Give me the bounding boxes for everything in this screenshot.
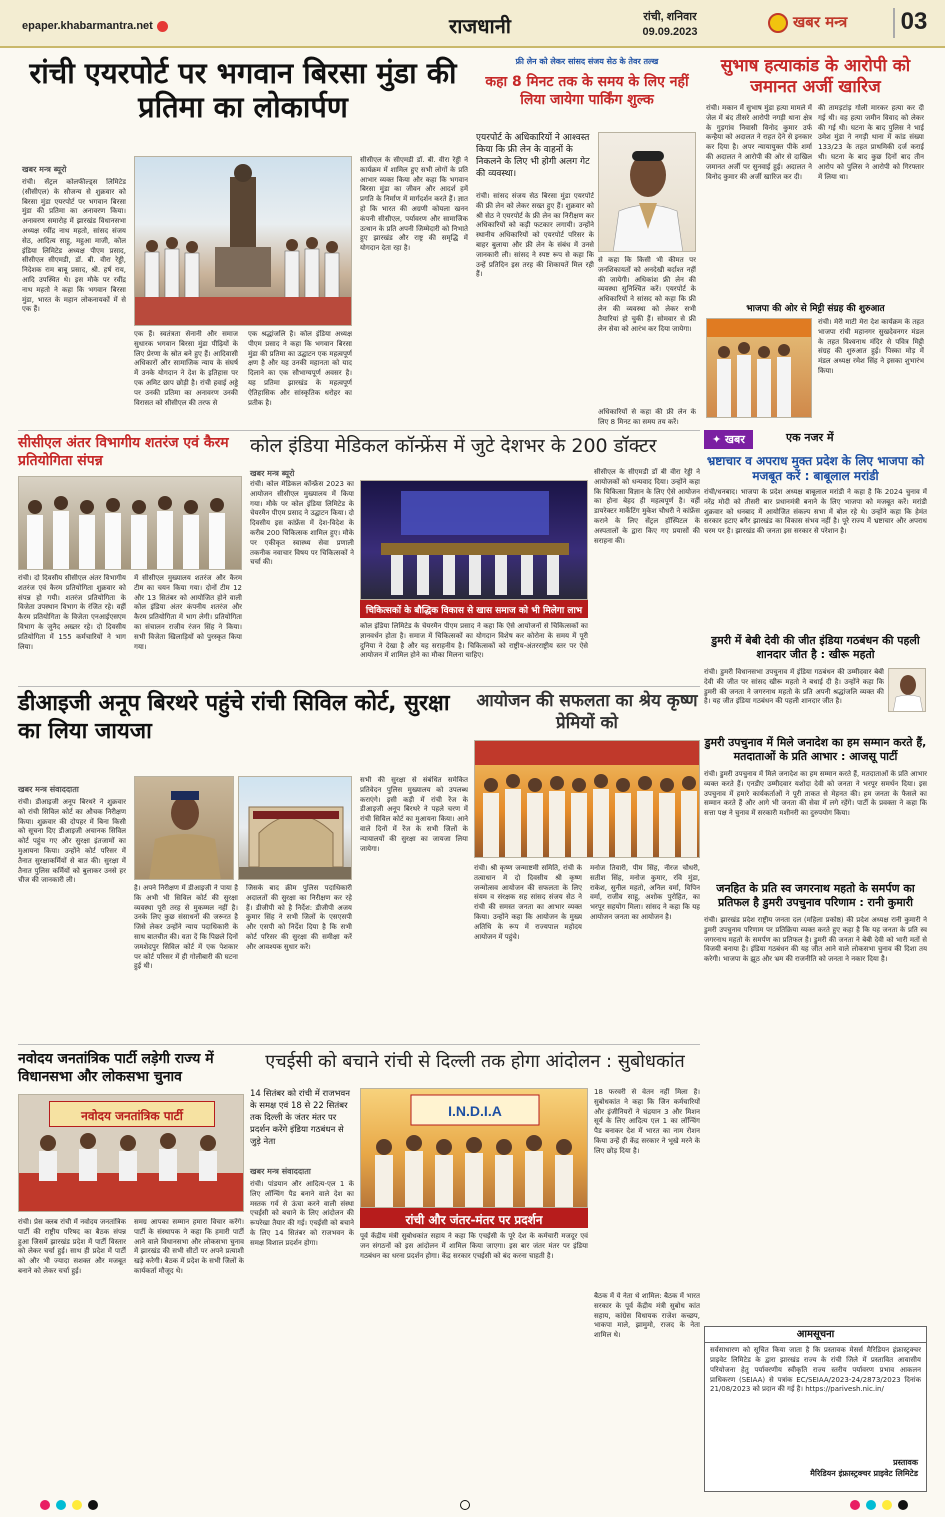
dateline: रांची, शनिवार 09.09.2023	[642, 11, 698, 38]
body-col-1: रांची। मकान मेंं सुभाष मुंडा हत्या मामले में जेल में बंद तीसरे आरोपी नगड़ी थाना क्षेत्र के गुड़गांव निवासी विनोद कुमार उर्फ कन्हैया को अदालत ने राहत देने से इनकार कर दिया है। अपर न्यायायुक्त पीके शर्मा की अदालत ने आरोपी की ओर से दाखिल जमानत अर्जी पर सुनवाई हुई। अदालत ने विनोद कुमार की अर्जी खारिज कर दी।	[706, 104, 812, 181]
body-col-3: रांची। मेरी माटी मेरा देश कार्यक्रम के तहत भाजपा रांची महानगर सुखदेवनगर मंडल के तहत विश्वनाथ मंदिर से पवित्र मिट्टी संग्रह की शुरुआत हुई। पिस्का मोड़ में मंडल अध्यक्ष रमेश सिंह ने इसका शुभारंभ किया।	[818, 318, 924, 375]
article-dig-civil-court	[18, 690, 468, 1042]
registration-mark	[72, 1500, 82, 1510]
headline: डीआइजी अनूप बिरथरे पहुंचे रांची सिविल कोर्ट, सुरक्षा का लिया जायजा	[18, 691, 450, 744]
body-col-2: की तामड़टांड़ गोली मारकर हत्या कर दी गई थी। वह हत्या जमीन विवाद को लेकर की गई थी। घटना के बाद पुलिस ने भाई उमेश मुंडा ने नगड़ी थाना में कांड संख्या 133/23 के तहत प्राथमिकी दर्ज कराई थी। घटना के बाद कुछ दिनों बाद तीन आरोप को पुलिस ने आरोपी को गिरफ्तार में लिया था।	[818, 104, 924, 181]
print-footer	[0, 1496, 945, 1517]
body-dumri-win: रांची। डुमरी विधानसभा उपचुनाव में इंडिया गठबंधन की उम्मीदवार बेबी देवी की जीत पर सांसद खीरू महतो ने बधाई दी है। उन्होंने कहा कि डुमरी की जनता ने जगरनाथ महतो के प्रति अपनी श्रद्धांजलि व्यक्त की है। यह जीत इंडिया गठबंधन की पहली शानदार जीत है।	[704, 668, 884, 706]
statue-photo	[134, 156, 352, 326]
body-col-2: से कहा कि किसी भी कीमत पर जनशिकायतों को अनदेखी बर्दाश्त नहीं की जायेगी। अधिकांश फ्री लेन की व्यवस्था सुनिश्चित करें। एयरपोर्ट के अधिकारियों ने सांसद को कहा कि फ्री लेन की व्यवस्था को लेकर सभी तैयारियां हो चुकी हैं। सोमवार से फ्री लेन सेवा को आरंभ कर दिया जायेगा।	[598, 256, 696, 333]
byline: खबर मन्त्र ब्यूरो	[250, 469, 295, 478]
registration-mark	[850, 1500, 860, 1510]
divider	[18, 686, 700, 687]
registration-mark	[56, 1500, 66, 1510]
divider	[18, 430, 700, 431]
section-badge: ✦ खबर	[704, 430, 753, 449]
lead-text: एयरपोर्ट के अधिकारियों ने आश्वस्त किया कि फ्री लेन के वाहनों के निकलने के लिए भी होगी अलग गेट की व्यवस्था।	[476, 133, 590, 179]
notice-title: आमसूचना	[705, 1327, 926, 1343]
body-col-2: पूर्व केंद्रीय मंत्री सुबोधकांत सहाय ने कहा कि एचईसी के पूरे देश के कर्मचारी मजदूर एवं जन संगठनों को इस आंदोलन में शामिल किया जाएगा। इस बार जंतर मंतर पर इंडिया गठबंधन का धरना प्रदर्शन होगा। केंद्र सरकार एचईसी को बंद करना चाहती है।	[360, 1232, 588, 1260]
janmashtami-photo	[474, 740, 700, 858]
headline-rani-kumari: जनहित के प्रति स्व जगरनाथ महतो के समर्पण का प्रतिफल है डुमरी उपचुनाव परिणाम : रानी कुमारी	[716, 882, 915, 909]
body-col-3: सीसीएल के सीएमडी डॉ बी वीरा रेड्डी ने आयोजकों को धन्यवाद दिया। उन्होंने कहा कि चिकित्सा विज्ञान के लिए ऐसे आयोजन का होना बेहद ही महत्वपूर्ण है। वहीं डायरेक्टर मार्केटिंग मुकेश चौधरी ने कांफ्रेंस कराने के लिए सेंट्रल हॉस्पिटल के अस्पतालों के द्वारा किए गए प्रयासों की सराहना की।	[594, 468, 700, 545]
svg-text:I.N.D.I.A: I.N.D.I.A	[448, 1103, 502, 1119]
headline-ajsu: डुमरी उपचुनाव में मिले जनादेश का हम सम्मान करते हैं, मतदाताओं के प्रति आभार : आजसू पार्टी	[704, 736, 927, 763]
byline: खबर मन्त्र संवाददाता	[250, 1167, 311, 1176]
body-col-1: रांची। पांडयान और आदित्य-एल 1 के लिए लॉन्चिंग पैड बनाने वाले देश का मस्तक गर्व से ऊंचा करने वाली संस्था एचईसी को बचाने के लिए आंदोलन की रूपरेखा तैयार की गई। एचईसी को बचाने के लिए 14 सितंबर को राजभवन के समक्ष विशाल प्रदर्शन होगा।	[250, 1180, 354, 1247]
headline: नवोदय जनतांत्रिक पार्टी लड़ेगी राज्य में विधानसभा और लोकसभा चुनाव	[18, 1051, 214, 1085]
body-col-3: जिसके बाद क्रीम पुलिस पदाधिकारी अदालतों की सुरक्षा का निरीक्षण कर रहे हैं। डीजीपी को है निर्देश: डीजीपी अजय कुमार सिंह ने सभी जिलों के एसएसपी और एसपी को निर्देश दिया है कि सभी कोर्ट परिसर की सुरक्षा की समीक्षा करें और आवश्यक सुधार करें।	[246, 884, 352, 951]
article-birsa-statue	[18, 56, 468, 428]
article-bail-rejected	[704, 56, 927, 428]
body-col-2: है। अपने निरीक्षण में डीआइजी ने पाया है कि अभी भी सिविल कोर्ट की सुरक्षा व्यवस्था पूरी तरह से मुकम्मल नहीं है। उनके लिए कुछ संसाधनों की जरूरत है जिसे लेकर उन्होंने न्याय पदाधिकारी के साथ बातचीत की। वता दें कि पिछले दिनों जमशेदपुर सिविल कोर्ट में एक पेशकार पर कोर्ट परिसर में ही गोलीबारी की घटना हुई थी।	[134, 884, 238, 971]
notice-org: मैरिडियन इंफ्रास्ट्रक्चर प्राइवेट लिमिटेड	[810, 1469, 918, 1479]
section-title: राजधानी	[449, 14, 511, 38]
registration-mark	[882, 1500, 892, 1510]
article-janmashtami	[474, 690, 700, 1042]
body-col-2: समग्र आपका सम्मान हमारा विचार करेंगे। पार्टी के संस्थापक ने कहा कि हमारी पार्टी आने वाले विधानसभा और लोकसभा चुनाव में झारखंड की सभी सीटों पर अपने प्रत्याशी खड़े करेगी। बैठक में प्रदेश के सभी जिलों के कार्यकर्ता मौजूद थे।	[134, 1218, 244, 1275]
dig-photo	[134, 776, 234, 880]
body-marandi: रांची/धनबाद। भाजपा के प्रदेश अध्यक्ष बाबूलाल मरांडी ने कहा है कि 2024 चुनाव में नरेंद्र मोदी को तीसरी बार प्रधानमंत्री बनाने के लिए भाजपा को मजबूत करें। मरांडी शुक्रवार को धनबाद में आयोजित संकल्प सभा में बोल रहे थे। उन्होंने कहा कि हेमंत सरकार हटाए बगैर झारखंड का विकास संभव नहीं है। पूरे राज्य में भ्रष्टाचार और अपराध चरम पर है। झारखंड की जनता इस सरकार से परेशान है।	[704, 488, 927, 536]
body-col-1: रांची। दो दिवसीय सीसीएल अंतर विभागीय शतरंज एवं कैरम प्रतियोगिता शुक्रवार को संपन्न हो गयी। शतरंज प्रतियोगिता के विजेता उपस्थान विभाग के रंजित रहे। वहीं कैरम प्रतियोगिता के विजेता एनआईएसएम विभाग के जुनैद अख्तर रहे। दो दिवसीय प्रतियोगिता में 155 कर्मचारियों ने भाग लिया।	[18, 574, 126, 651]
location-pin-icon	[157, 21, 168, 32]
headline: सीसीएल अंतर विभागीय शतरंज एवं कैरम प्रतियोगिता संपन्न	[18, 435, 229, 469]
headline: एचईसी को बचाने रांची से दिल्ली तक होगा आंदोलन : सुबोधकांत	[265, 1051, 685, 1072]
page-number: 03	[893, 8, 933, 38]
article-navoday-party	[18, 1050, 244, 1492]
registration-mark	[866, 1500, 876, 1510]
sanjay-seth-photo	[598, 132, 696, 252]
khiru-mahto-photo	[888, 668, 926, 712]
byline: खबर मन्त्र संवाददाता	[18, 785, 79, 794]
headline-marandi: भ्रष्टाचार व अपराध मुक्त प्रदेश के लिए भाजपा को मजबूत करें : बाबूलाल मरांडी	[706, 454, 925, 483]
conference-photo	[360, 480, 588, 600]
notice-sign: प्रस्तावक	[893, 1458, 918, 1468]
winners-photo	[18, 476, 242, 570]
registration-mark	[88, 1500, 98, 1510]
registration-mark	[40, 1500, 50, 1510]
body-col-1: रांची। सांसद संजय सेठ बिरसा मुंडा एयरपोर्ट की फ्री लेन को लेकर सख्त हुए हैं। शुक्रवार को श्री सेठ ने एयरपोर्ट के फ्री लेन का निरीक्षण कर अधिकारियों को कड़ी फटकार लगायी। उन्होंने स्थानीय अधिकारियों को एयरपोर्ट परिसर के बाहर बुलाया और फ्री लेन के संबंध में उनसे जानकारी ली। सांसद ने स्पष्ट रूप से कहा कि उन्हें प्रतिदिन इस तरह की शिकायतें मिल रही हैं।	[476, 192, 594, 279]
body-col-2: मनोज तिवारी, पीम सिंह, नीरज चौधरी, सतीश सिंह, मनोज कुमार, रवि मुंडा, राकेश, सुनील महतो, अनिल वर्मा, विपिन वर्मा, राजीव साहू, अशोक पुरोहित, का भरपूर सहयोग मिला। सांसद ने कहा कि यह आयोजन जनता का आयोजन है।	[590, 864, 700, 921]
india-alliance-photo	[360, 1088, 588, 1208]
public-notice	[704, 1326, 927, 1492]
registration-mark	[898, 1500, 908, 1510]
body-col-3: 18 फरवरी से वेतन नहीं मिला है। सुबोधकांत ने कहा कि जिन कर्मचारियों और इंजीनियरों ने चंद्रयान 3 और मिशन सूर्य के लिए आदित्य एल 1 का लॉन्चिंग पैड बनाकर देश में भारत का नाम रोशन किया उन्हें ही केंद्र सरकार ने भूखे मरने के लिए छोड़ दिया है।	[594, 1088, 700, 1155]
headline: आयोजन की सफलता का श्रेय कृष्ण प्रेमियों को	[476, 691, 698, 733]
brand-logo: खबर मन्त्र	[768, 12, 888, 36]
civil-court-photo	[238, 776, 352, 880]
body-col-3: अधिकारियों से कहा की फ्री लेन के लिए 8 मिनट का समय तय करें।	[598, 408, 696, 426]
bjp-event-photo	[706, 318, 812, 418]
headline: कोल इंडिया मेडिकल कॉन्फ्रेंस में जुटे देशभर के 200 डॉक्टर	[250, 435, 657, 457]
body-col-2: कोल इंडिया लिमिटेड के चेयरमैन पीएम प्रसाद ने कहा कि ऐसे आयोजनों से चिकित्सकों का ज्ञानवर्धन होता है। समाज में चिकित्सकों का योगदान विशेष कर कोरोना के समय में पूरी दुनिया ने देखा है और यह सराहनीय है। चिकित्सकों को राष्ट्रीय-अंतरराष्ट्रीय स्तर पर ऐसे आयोजन में शामिल होने का मौका मिलना चाहिए।	[360, 622, 588, 660]
party-banner: नवोदय जनतांत्रिक पार्टी	[49, 1101, 215, 1127]
news-at-a-glance	[704, 430, 927, 1020]
body-col-1: रांची। श्री कृष्ण जन्माष्टमी समिति, रांची के तत्वाधान में दो दिवसीय श्री कृष्ण जन्मोत्सव आयोजन की सफलता के लिए संयम व संरक्षक सह सांसद संजय सेठ ने रांची की समस्त जनता का आभार व्यक्त किया। उन्होंने कहा कि आयोजन के मुख्य अतिथि के रूप में राज्यपाल महोदय आयोजन में पहुंचे।	[474, 864, 582, 941]
body-col-4: एक श्रद्धांजलि है। कोल इंडिया अध्यक्ष पीएम प्रसाद ने कहा कि भगवान बिरसा मुंडा की प्रतिमा का उद्घाटन एक महत्वपूर्ण क्षण है और यह उनकी महानता को याद दिलाने का एक सौभाग्यपूर्ण अवसर है। यह प्रतिमा झारखंड के महत्वपूर्ण ऐतिहासिक और सांस्कृतिक धरोहर का प्रतीक है।	[248, 330, 352, 407]
body-ajsu: रांची। डुमरी उपचुनाव में मिले जनादेश का हम सम्मान करते हैं, मतदाताओं के प्रति आभार व्यक्त करते हैं। एनडीए उम्मीदवार यशोदा देवी को जनता ने भरपूर समर्थन दिया। इस उपचुनाव में हमारे कार्यकर्ताओं ने पूरी ताकत से मेहनत की। हम जनता के फैसले का सम्मान करते हैं और आगे भी जनता की सेवा में लगे रहेंगे। पार्टी के प्रवक्ता ने कहा कि सत्ता पक्ष ने चुनाव में सरकारी मशीनरी का दुरुपयोग किया।	[704, 770, 927, 818]
body-col-2: एक हैं। स्वतंत्रता सेनानी और समाज सुधारक भगवान बिरसा मुंडा पीढ़ियों के लिए प्रेरणा के स्रोत बने हुए हैं। आदिवासी अधिकारों और सामाजिक न्याय के संघर्ष में उनके योगदान ने देश के इतिहास पर एक अमिट छाप छोड़ी है। रांची हवाई अड्डे पर उनकी प्रतिमा का अनावरण उनकी विरासत को सीसीएल की तरफ से	[134, 330, 238, 407]
body-col-1: रांची। प्रेस क्लब रांची में नवोदय जनतांत्रिक पार्टी की राष्ट्रीय परिषद का बैठक संपन्न हुआ जिसमें झारखंड प्रदेश में पार्टी विस्तार को लेकर चर्चा हुई। साथ ही प्रदेश में पार्टी को और भी ज्यादा सशक्त और मजबूत बनाने को लेकर चर्चा हुई।	[18, 1218, 126, 1275]
divider	[18, 1044, 700, 1045]
body-col-4: सभी की सुरक्षा से संबंधित समेकित प्रतिवेदन पुलिस मुख्यालय को उपलब्ध कराएंगे। इसी कड़ी में रांची रेंज के डीआइजी अनूप बिरथरे ने पहले चरण में रांची सिविल कोर्ट का मुआयना किया। आने वाले दिनों में रेंज के सभी जिलों के न्यायालयों की सुरक्षा का जायजा लिया जायेगा।	[360, 776, 468, 853]
section-badge-label: एक नजर में	[786, 431, 834, 444]
headline-dumri-win: डुमरी में बेबी देवी की जीत इंडिया गठबंधन की पहली शानदार जीत है : खीरू महतो	[711, 634, 920, 661]
conference-banner: चिकित्सकों के बौद्धिक विकास से खास समाज को भी मिलेगा लाभ	[360, 600, 588, 618]
kicker: फ्री लेन को लेकर सांसद संजय सेठ के तेवर तल्ख	[515, 57, 659, 66]
body-col-1: रांची। डीआइजी अनूप बिरथरे ने शुक्रवार को रांची सिविल कोर्ट का औचक निरीक्षण किया। शुक्रवार की दोपहर में बिना किसी को सूचना दिए डीआइजी अचानक सिविल कोर्ट पहुंच गए और सुरक्षा इंतजामों का मुआयना किया। उन्होंने कोर्ट परिसर में तैनात सुरक्षाकर्मियों से बात की। सुरक्षा में तैनात पुलिस कर्मियों को बुलाकर उनसे हर चीज की जानकारी ली।	[18, 798, 126, 885]
logo-mark-icon	[768, 13, 788, 33]
body-col-4: बैठक में ये नेता थे शामिल: बैठक में भारत सरकार के पूर्व केंद्रीय मंत्री सुबोध कांत सहाय, कांग्रेस विधायक राजेश कच्छप, भाकपा माले, झामुमो, राजद के नेता शामिल थे।	[594, 1292, 700, 1340]
headline: सुभाष हत्याकांड के आरोपी को जमानत अर्जी खारिज	[720, 56, 911, 97]
article-hec-agitation	[250, 1050, 700, 1492]
headline: कहा 8 मिनट तक के समय के लिए नहीं लिया जायेगा पार्किंग शुल्क	[485, 74, 689, 108]
masthead	[0, 0, 945, 48]
protest-banner: रांची और जंतर-मंतर पर प्रदर्शन	[360, 1208, 588, 1228]
site-url[interactable]: epaper.khabarmantra.net	[22, 20, 168, 32]
headline: रांची एयरपोर्ट पर भगवान बिरसा मुंडा की प्रतिमा का लोकार्पण	[29, 56, 457, 124]
body-col-3: सीसीएल के सीएमडी डॉ. बी. वीरा रेड्डी ने कार्यक्रम में शामिल हुए सभी लोगों के प्रति आभार व्यक्त किया और कहा कि भगवान बिरसा मुंडा का जीवन और आदर्श हमें प्रगति के निर्माण में मार्गदर्शन करते हैं। ज्ञात हो कि भारत की अग्रणी कोयला खनन कंपनी सीसीएल, पर्यावरण और सामाजिक उत्थान के प्रति अपनी जिम्मेदारी को निभाते हुए झारखंड और राष्ट्र की समृद्धि में योगदान देता रहा है।	[360, 156, 468, 253]
press-meet-photo	[18, 1094, 244, 1212]
byline: खबर मन्त्र ब्यूरो	[22, 165, 67, 174]
crosshair-icon	[460, 1500, 470, 1510]
article-medical-conference	[250, 434, 700, 682]
star-icon: ✦	[712, 433, 726, 446]
body-col-2: में सीसीएल मुख्यालय शतरंज और कैरम टीम का चयन किया गया। दोनों टीम 12 और 13 सितंबर को आयोजित होने वाली कोल इंडिया अंतर कंपनीय शतरंज और कैरम प्रतियोगिता में भाग लेगी। प्रतियोगिता का संचालन राजीव रंजन सिंह ने किया। सभी विजेता खिलाड़ियों को पुरस्कृत किया गया।	[134, 574, 242, 651]
subheadline: भाजपा की ओर से मिट्टी संग्रह की शुरुआत	[746, 304, 885, 314]
article-chess-carrom	[18, 434, 244, 682]
body-rani-kumari: रांची। झारखंड प्रदेश राष्ट्रीय जनता दल (महिला प्रकोष्ठ) की प्रदेश अध्यक्ष रानी कुमारी ने डुमरी उपचुनाव परिणाम पर प्रतिक्रिया व्यक्त करते हुए कहा है कि यह जनता के प्रति स्व जगरनाथ महतो के समर्पण का प्रतिफल है। डुमरी की जनता ने बेबी देवी को भारी मतों से विजयी बनाया है। इंडिया गठबंधन की यह जीत आने वाले लोकसभा चुनाव की दिशा तय करेगी। भाजपा के झूठ और भ्रम की राजनीति को जनता ने नकार दिया है।	[704, 916, 927, 964]
body-col-1: रांची। सेंट्रल कोलफील्ड्स लिमिटेड (सीसीएल) के सौजन्य से शुक्रवार को बिरसा मुंडा एयरपोर्ट पर भगवान बिरसा मुंडा की प्रतिमा का अनावरण किया। अनावरण समारोह में झारखंड विधानसभा अध्यक्ष रवींद्र नाथ महतो, सांसद संजय सेठ, आदित्य साहू, महुआ माजी, कोल इंडिया लिमिटेड अध्यक्ष पीएम प्रसाद, सीसीएल सीएमडी, डॉ. बी. वीरा रेड्डी, निदेशक राम बाबू प्रसाद, श्री. हर्ष राय, आदि उपस्थित थे। इस मौके पर रवींद्र नाथ महतो ने कहा कि भगवान बिरसा मुंडा, भारत के महान लोकनायकों में से एक हैं।	[22, 178, 126, 314]
article-free-lane	[474, 56, 700, 428]
body-col-1: रांची। कोल मेडिकल कॉन्फ्रेंस 2023 का आयोजन सीसीएल मुख्यालय में किया गया। मौके पर कोल इंडिया लिमिटेड के चेयरमैन पीएम प्रसाद ने उद्घाटन किया। दो दिवसीय इस कांफ्रेंस में देश-विदेश के करीब 200 चिकित्सक शामिल हुए। मौके पर एकीकृत स्वास्थ्य सेवा प्रणाली तकनीक नवाचार विषय पर चिकित्सकों ने चर्चा की।	[250, 480, 354, 567]
lead-text: 14 सितंबर को रांची में राजभवन के समक्ष एवं 18 से 22 सितंबर तक दिल्ली के जंतर मंतर पर प्रदर्शन करेंगे इंडिया गठबंधन से जुड़े नेता	[250, 1089, 350, 1147]
notice-body: सर्वसाधारण को सूचित किया जाता है कि प्रस्तावक मेसर्स मैरिडियन इंफ्रास्ट्रक्चर प्राइवेट लिमिटेड के द्वारा झारखंड राज्य के रांची जिले में प्रस्तावित आवासीय परियोजना हेतु पर्यावरणीय स्वीकृति राज्य स्तरीय पर्यावरण प्रभाव आकलन प्राधिकरण (SEIAA) से पत्रांक EC/SEIAA/2023-24/2873/2023 दिनांक 21/08/2023 को प्रदान की गई है। https://parivesh.nic.in/	[710, 1346, 921, 1394]
